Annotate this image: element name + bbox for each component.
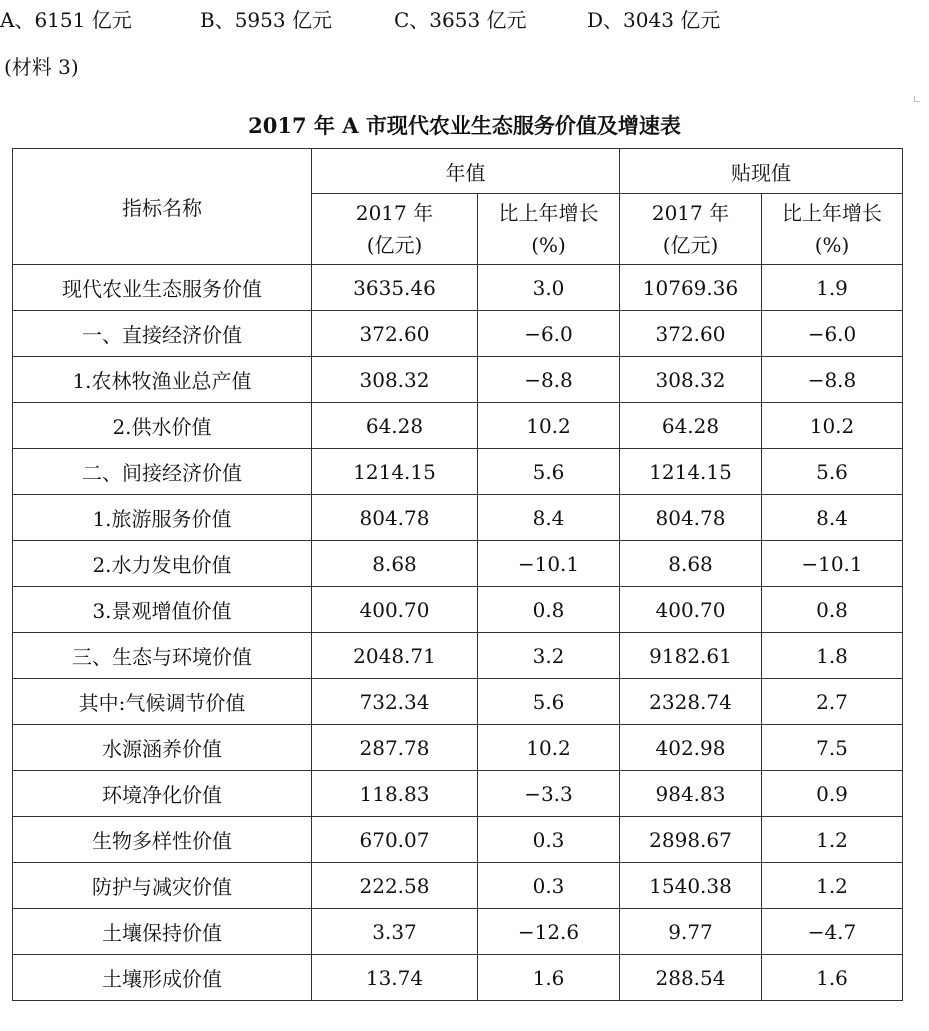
header-growth-line: 比上年增长	[782, 201, 882, 225]
annual-2017-cell: 118.83	[312, 771, 478, 817]
discounted-2017-cell: 804.78	[620, 495, 762, 541]
table-title: 2017 年 A 市现代农业生态服务价值及增速表	[248, 113, 681, 138]
discounted-2017-cell: 1540.38	[620, 863, 762, 909]
header-percent-line: (%)	[531, 233, 566, 257]
annual-growth-cell: −12.6	[478, 909, 620, 955]
row-name: 环境净化价值	[13, 771, 312, 817]
row-name: 土壤形成价值	[13, 955, 312, 1001]
header-growth-line: 比上年增长	[498, 201, 599, 225]
discounted-2017-cell: 372.60	[620, 311, 762, 357]
discounted-growth-cell: 0.8	[762, 587, 903, 633]
annual-2017-cell: 3635.46	[312, 265, 478, 311]
table-row	[13, 449, 903, 495]
row-name: 2.供水价值	[13, 403, 312, 449]
annual-2017-cell: 308.32	[312, 357, 478, 403]
discounted-growth-cell: 0.9	[762, 771, 903, 817]
header-row-group	[13, 149, 903, 194]
table-row	[13, 357, 903, 403]
annual-growth-cell: 1.6	[478, 955, 620, 1001]
annual-2017-cell: 670.07	[312, 817, 478, 863]
row-name: 1.旅游服务价值	[13, 495, 312, 541]
discounted-growth-cell: 2.7	[762, 679, 903, 725]
option-b[interactable]: B、5953 亿元	[200, 8, 332, 32]
discounted-growth-cell: 1.9	[762, 265, 903, 311]
discounted-2017-cell: 400.70	[620, 587, 762, 633]
table-row	[13, 725, 903, 771]
annual-growth-cell: 8.4	[478, 495, 620, 541]
annual-growth-cell: 10.2	[478, 403, 620, 449]
annual-growth-cell: 3.2	[478, 633, 620, 679]
header-unit-line: (亿元)	[366, 233, 423, 257]
annual-growth-cell: −10.1	[478, 541, 620, 587]
row-name: 二、间接经济价值	[13, 449, 312, 495]
discounted-2017-cell: 402.98	[620, 725, 762, 771]
annual-2017-cell: 64.28	[312, 403, 478, 449]
discounted-2017-cell: 64.28	[620, 403, 762, 449]
annual-growth-cell: 0.3	[478, 863, 620, 909]
row-name: 一、直接经济价值	[13, 311, 312, 357]
discounted-growth-cell: 8.4	[762, 495, 903, 541]
discounted-2017-cell: 2328.74	[620, 679, 762, 725]
annual-2017-cell: 732.34	[312, 679, 478, 725]
annual-growth-cell: −6.0	[478, 311, 620, 357]
discounted-growth-cell: 10.2	[762, 403, 903, 449]
row-name: 三、生态与环境价值	[13, 633, 312, 679]
row-name: 其中:气候调节价值	[13, 679, 312, 725]
annual-2017-cell: 400.70	[312, 587, 478, 633]
annual-2017-cell: 1214.15	[312, 449, 478, 495]
table-row	[13, 311, 903, 357]
annual-2017-cell: 804.78	[312, 495, 478, 541]
annual-growth-cell: −3.3	[478, 771, 620, 817]
row-name: 土壤保持价值	[13, 909, 312, 955]
annual-growth-cell: 3.0	[478, 265, 620, 311]
table-row	[13, 403, 903, 449]
discounted-2017-cell: 9182.61	[620, 633, 762, 679]
table-row	[13, 863, 903, 909]
table-row	[13, 587, 903, 633]
header-unit-line: (亿元)	[662, 233, 719, 257]
discounted-growth-cell: −8.8	[762, 357, 903, 403]
discounted-2017-cell: 9.77	[620, 909, 762, 955]
discounted-2017-cell: 984.83	[620, 771, 762, 817]
annual-2017-cell: 2048.71	[312, 633, 478, 679]
corner-mark-icon	[914, 96, 920, 102]
discounted-growth-cell: 1.2	[762, 863, 903, 909]
table-row	[13, 679, 903, 725]
header-year-line: 2017 年	[651, 201, 730, 225]
row-name: 3.景观增值价值	[13, 587, 312, 633]
material-label: (材料 3)	[4, 55, 79, 79]
annual-2017-cell: 222.58	[312, 863, 478, 909]
discounted-2017-cell: 8.68	[620, 541, 762, 587]
discounted-growth-cell: −6.0	[762, 311, 903, 357]
header-discounted-value: 贴现值	[620, 149, 903, 194]
row-name: 1.农林牧渔业总产值	[13, 357, 312, 403]
discounted-2017-cell: 10769.36	[620, 265, 762, 311]
header-annual-growth	[478, 194, 620, 265]
discounted-growth-cell: 1.8	[762, 633, 903, 679]
table-row	[13, 495, 903, 541]
header-discounted-growth	[762, 194, 903, 265]
header-annual-value: 年值	[312, 149, 620, 194]
option-c[interactable]: C、3653 亿元	[394, 8, 527, 32]
annual-growth-cell: 0.3	[478, 817, 620, 863]
annual-growth-cell: 5.6	[478, 679, 620, 725]
table-row	[13, 541, 903, 587]
header-discounted-2017	[620, 194, 762, 265]
discounted-2017-cell: 2898.67	[620, 817, 762, 863]
discounted-growth-cell: 1.6	[762, 955, 903, 1001]
annual-growth-cell: 10.2	[478, 725, 620, 771]
table-row	[13, 955, 903, 1001]
annual-2017-cell: 3.37	[312, 909, 478, 955]
annual-growth-cell: −8.8	[478, 357, 620, 403]
annual-growth-cell: 5.6	[478, 449, 620, 495]
data-table	[12, 148, 903, 1001]
discounted-growth-cell: −10.1	[762, 541, 903, 587]
table-row	[13, 909, 903, 955]
row-name: 水源涵养价值	[13, 725, 312, 771]
annual-2017-cell: 8.68	[312, 541, 478, 587]
discounted-growth-cell: −4.7	[762, 909, 903, 955]
discounted-2017-cell: 1214.15	[620, 449, 762, 495]
row-name: 现代农业生态服务价值	[13, 265, 312, 311]
option-d[interactable]: D、3043 亿元	[587, 8, 721, 32]
header-annual-2017	[312, 194, 478, 265]
annual-2017-cell: 13.74	[312, 955, 478, 1001]
header-indicator-name: 指标名称	[13, 149, 312, 265]
table-row	[13, 633, 903, 679]
header-year-line: 2017 年	[355, 201, 434, 225]
discounted-growth-cell: 1.2	[762, 817, 903, 863]
option-a[interactable]: A、6151 亿元	[0, 8, 132, 32]
annual-2017-cell: 287.78	[312, 725, 478, 771]
table-row	[13, 265, 903, 311]
annual-growth-cell: 0.8	[478, 587, 620, 633]
header-percent-line: (%)	[814, 233, 850, 257]
row-name: 防护与减灾价值	[13, 863, 312, 909]
row-name: 2.水力发电价值	[13, 541, 312, 587]
discounted-growth-cell: 7.5	[762, 725, 903, 771]
row-name: 生物多样性价值	[13, 817, 312, 863]
discounted-2017-cell: 308.32	[620, 357, 762, 403]
table-row	[13, 771, 903, 817]
annual-2017-cell: 372.60	[312, 311, 478, 357]
discounted-growth-cell: 5.6	[762, 449, 903, 495]
table-row	[13, 817, 903, 863]
discounted-2017-cell: 288.54	[620, 955, 762, 1001]
